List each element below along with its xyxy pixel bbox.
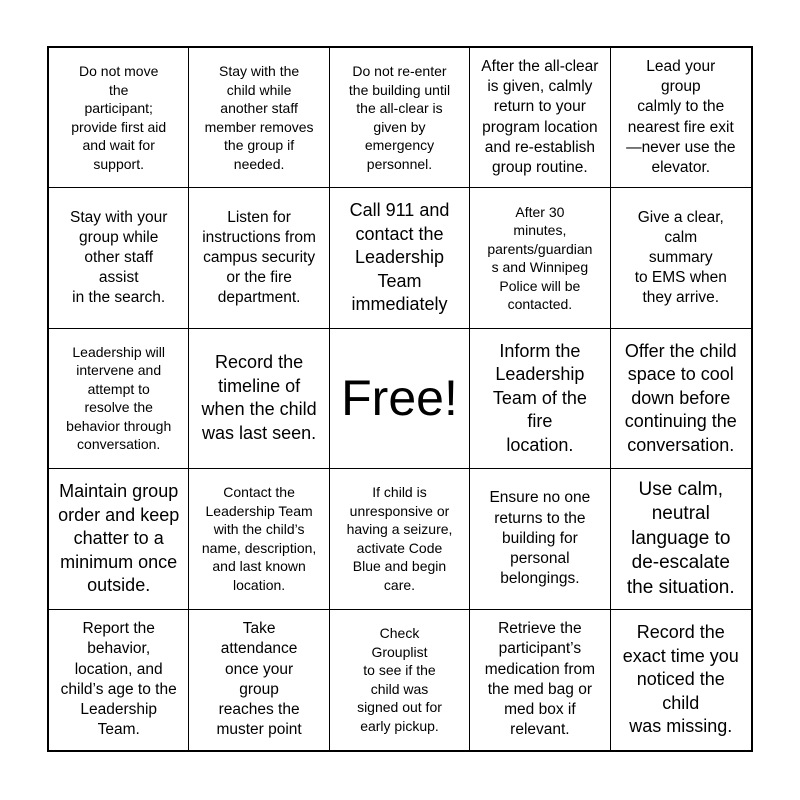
bingo-cell-g3[interactable]: Inform the Leadership Team of the fire location. [470,329,610,469]
bingo-cell-g4[interactable]: Ensure no one returns to the building for personal belongings. [470,469,610,609]
bingo-board [47,46,753,752]
bingo-cell-i1[interactable]: Stay with the child while another staff member removes the group if needed. [189,48,329,188]
bingo-cell-g2[interactable]: After 30 minutes, parents/guardian s and Winnipeg Police will be contacted. [470,188,610,328]
bingo-cell-n5[interactable]: Check Grouplist to see if the child was signed out for early pickup. [330,610,470,750]
bingo-cell-b1[interactable]: Do not move the participant; provide first aid and wait for support. [49,48,189,188]
bingo-cell-b5[interactable]: Report the behavior, location, and child’s age to the Leadership Team. [49,610,189,750]
bingo-cell-n2[interactable]: Call 911 and contact the Leadership Team immediately [330,188,470,328]
bingo-cell-b3[interactable]: Leadership will intervene and attempt to resolve the behavior through conversation. [49,329,189,469]
bingo-cell-o4[interactable]: Use calm, neutral language to de-escalate the situation. [611,469,751,609]
bingo-cell-n4[interactable]: If child is unresponsive or having a seizure, activate Code Blue and begin care. [330,469,470,609]
bingo-cell-n1[interactable]: Do not re-enter the building until the all-clear is given by emergency personnel. [330,48,470,188]
bingo-cell-i3[interactable]: Record the timeline of when the child was last seen. [189,329,329,469]
bingo-cell-o2[interactable]: Give a clear, calm summary to EMS when they arrive. [611,188,751,328]
bingo-cell-g1[interactable]: After the all-clear is given, calmly return to your program location and re-establish group routine. [470,48,610,188]
bingo-cell-b2[interactable]: Stay with your group while other staff assist in the search. [49,188,189,328]
bingo-cell-i2[interactable]: Listen for instructions from campus security or the fire department. [189,188,329,328]
bingo-cell-b4[interactable]: Maintain group order and keep chatter to a minimum once outside. [49,469,189,609]
bingo-cell-o1[interactable]: Lead your group calmly to the nearest fire exit —never use the elevator. [611,48,751,188]
bingo-cell-o5[interactable]: Record the exact time you noticed the child was missing. [622,622,739,737]
bingo-cell-i5[interactable]: Take attendance once your group reaches the muster point [189,610,329,750]
bingo-cell-o3[interactable]: Offer the child space to cool down before continuing the conversation. [611,329,751,469]
bingo-cell-i4[interactable]: Contact the Leadership Team with the child’s name, description, and last known location. [189,469,329,609]
bingo-cell-free[interactable]: Free! [330,329,470,469]
bingo-cell-g5[interactable]: Retrieve the participant’s medication from the med bag or med box if relevant. [470,610,610,750]
